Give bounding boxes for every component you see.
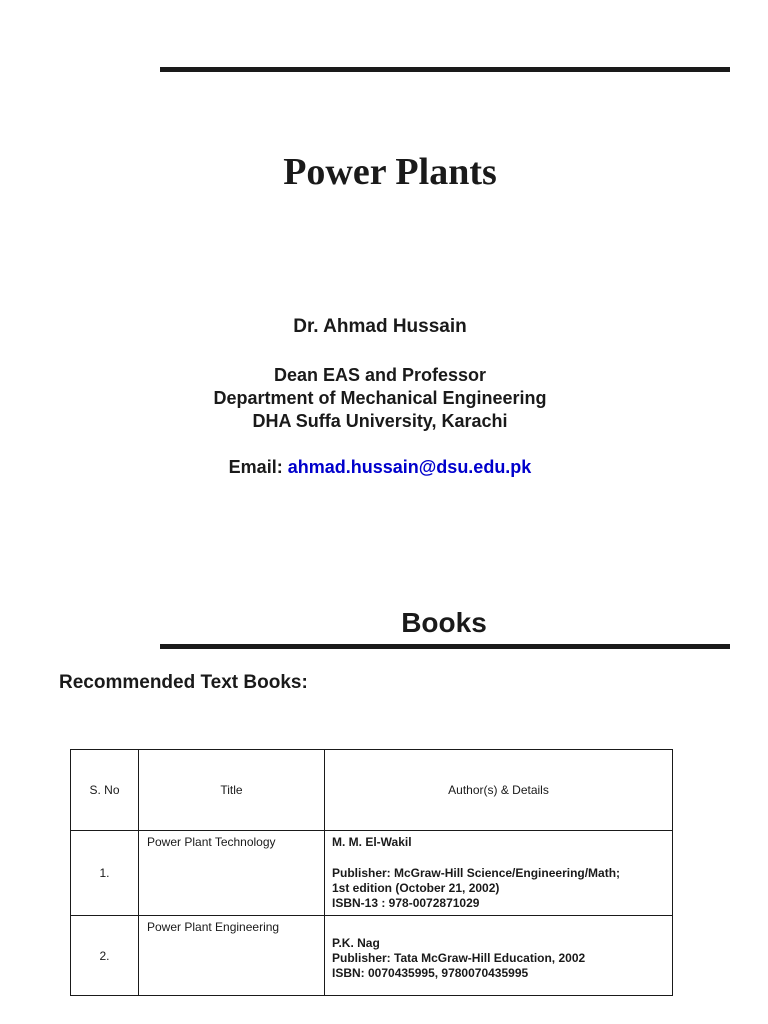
email-link[interactable]: ahmad.hussain@dsu.edu.pk <box>287 457 532 477</box>
row-sno: 2. <box>71 916 139 996</box>
header-title: Title <box>139 750 325 831</box>
row-details <box>325 916 673 996</box>
book-detail-line: Publisher: McGraw-Hill Science/Engineering/Math; <box>332 866 621 880</box>
table-row <box>71 916 673 996</box>
email-label: Email: <box>228 457 283 477</box>
book-author: M. M. El-Wakil <box>332 835 412 849</box>
book-detail-line: ISBN-13 : 978-0072871029 <box>332 896 480 910</box>
page-title: Power Plants <box>283 151 497 193</box>
book-author: P.K. Nag <box>332 936 380 950</box>
books-divider <box>160 644 730 649</box>
affiliation-line: Dean EAS and Professor <box>273 365 487 385</box>
affiliation-line: Department of Mechanical Engineering <box>213 388 547 408</box>
book-detail-line: 1st edition (October 21, 2002) <box>332 881 500 895</box>
table-row <box>71 831 673 916</box>
top-divider <box>160 67 730 72</box>
book-detail-line: ISBN: 0070435995, 9780070435995 <box>332 966 529 980</box>
email-line <box>0 456 760 479</box>
table-header-row <box>71 750 673 831</box>
header-sno: S. No <box>71 750 139 831</box>
header-details: Author(s) & Details <box>325 750 673 831</box>
row-sno: 1. <box>71 831 139 916</box>
author-name: Dr. Ahmad Hussain <box>293 316 467 337</box>
row-title: Power Plant Technology <box>139 831 325 916</box>
author-affiliation <box>0 364 760 433</box>
books-table <box>70 749 673 996</box>
row-details <box>325 831 673 916</box>
book-detail-line: Publisher: Tata McGraw-Hill Education, 2002 <box>332 951 586 965</box>
row-title: Power Plant Engineering <box>139 916 325 996</box>
affiliation-line: DHA Suffa University, Karachi <box>252 411 508 431</box>
recommended-books-label: Recommended Text Books: <box>59 672 308 693</box>
books-heading: Books <box>401 607 487 638</box>
